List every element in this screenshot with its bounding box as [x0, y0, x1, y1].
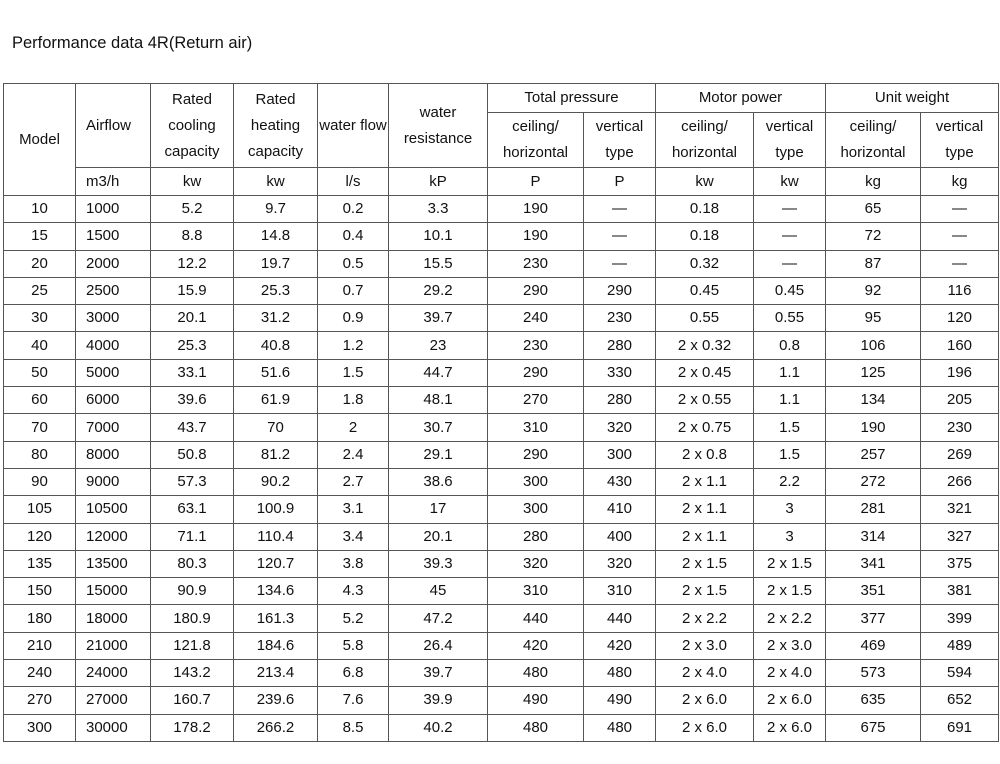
table-cell: 3	[754, 496, 826, 523]
table-cell: 0.55	[656, 305, 754, 332]
table-cell: 290	[584, 277, 656, 304]
table-row	[4, 714, 999, 741]
table-cell: —	[584, 250, 656, 277]
table-cell: 6000	[76, 387, 151, 414]
header-row-1	[4, 84, 999, 113]
table-cell: 180.9	[151, 605, 234, 632]
table-row	[4, 468, 999, 495]
table-cell: 14.8	[234, 223, 318, 250]
table-cell: 0.9	[318, 305, 389, 332]
table-cell: 440	[584, 605, 656, 632]
header-pressure-ceiling: ceiling/ horizontal	[488, 113, 584, 168]
table-cell: 290	[488, 359, 584, 386]
model-cell: 10	[4, 196, 76, 223]
table-cell: 469	[826, 632, 921, 659]
model-cell: 70	[4, 414, 76, 441]
table-cell: 57.3	[151, 468, 234, 495]
table-row	[4, 196, 999, 223]
table-cell: 1.1	[754, 359, 826, 386]
table-cell: 40.8	[234, 332, 318, 359]
table-cell: 51.6	[234, 359, 318, 386]
table-cell: 2000	[76, 250, 151, 277]
table-cell: 0.18	[656, 196, 754, 223]
unit-cell: P	[584, 168, 656, 196]
table-cell: —	[921, 196, 999, 223]
table-cell: 1.5	[318, 359, 389, 386]
table-cell: 420	[488, 632, 584, 659]
table-cell: 44.7	[389, 359, 488, 386]
table-cell: 120	[921, 305, 999, 332]
table-cell: 63.1	[151, 496, 234, 523]
table-cell: 15.5	[389, 250, 488, 277]
table-row	[4, 550, 999, 577]
table-cell: 92	[826, 277, 921, 304]
table-cell: 8.5	[318, 714, 389, 741]
model-cell: 40	[4, 332, 76, 359]
table-cell: 0.7	[318, 277, 389, 304]
table-cell: 430	[584, 468, 656, 495]
table-cell: 2 x 4.0	[754, 660, 826, 687]
unit-cell: kw	[234, 168, 318, 196]
table-cell: 399	[921, 605, 999, 632]
table-row	[4, 578, 999, 605]
table-cell: 0.45	[754, 277, 826, 304]
table-cell: 65	[826, 196, 921, 223]
table-cell: 160	[921, 332, 999, 359]
table-row	[4, 223, 999, 250]
table-cell: 25.3	[151, 332, 234, 359]
table-cell: 196	[921, 359, 999, 386]
table-cell: 2 x 0.55	[656, 387, 754, 414]
table-cell: 2 x 1.5	[656, 550, 754, 577]
table-cell: 327	[921, 523, 999, 550]
table-cell: —	[754, 196, 826, 223]
table-cell: 9000	[76, 468, 151, 495]
table-cell: 320	[584, 550, 656, 577]
table-cell: 2 x 6.0	[656, 714, 754, 741]
model-cell: 25	[4, 277, 76, 304]
header-water-flow: water flow	[318, 84, 389, 168]
table-cell: 341	[826, 550, 921, 577]
table-row	[4, 523, 999, 550]
table-cell: 320	[584, 414, 656, 441]
header-pressure-vertical: vertical type	[584, 113, 656, 168]
table-cell: 205	[921, 387, 999, 414]
unit-cell: m3/h	[76, 168, 151, 196]
table-cell: 300	[584, 441, 656, 468]
table-cell: 178.2	[151, 714, 234, 741]
table-cell: 8000	[76, 441, 151, 468]
table-cell: 2 x 1.1	[656, 496, 754, 523]
table-cell: —	[921, 250, 999, 277]
table-cell: 230	[488, 250, 584, 277]
table-cell: 24000	[76, 660, 151, 687]
table-cell: 410	[584, 496, 656, 523]
table-cell: 3.8	[318, 550, 389, 577]
table-row	[4, 332, 999, 359]
table-cell: 15.9	[151, 277, 234, 304]
table-cell: 321	[921, 496, 999, 523]
table-cell: 310	[488, 414, 584, 441]
table-cell: 30000	[76, 714, 151, 741]
units-row	[4, 168, 999, 196]
table-cell: 280	[488, 523, 584, 550]
unit-cell: l/s	[318, 168, 389, 196]
table-cell: 290	[488, 441, 584, 468]
table-cell: —	[584, 196, 656, 223]
table-cell: 2.4	[318, 441, 389, 468]
unit-cell: kg	[921, 168, 999, 196]
table-cell: —	[921, 223, 999, 250]
table-cell: 2.2	[754, 468, 826, 495]
table-cell: 12000	[76, 523, 151, 550]
table-cell: 2500	[76, 277, 151, 304]
table-cell: 270	[488, 387, 584, 414]
table-cell: 2 x 6.0	[656, 687, 754, 714]
table-cell: 480	[488, 714, 584, 741]
table-row	[4, 250, 999, 277]
model-cell: 105	[4, 496, 76, 523]
table-cell: 420	[584, 632, 656, 659]
table-cell: 300	[488, 496, 584, 523]
table-cell: 490	[584, 687, 656, 714]
table-cell: 80.3	[151, 550, 234, 577]
table-cell: 125	[826, 359, 921, 386]
table-cell: 39.6	[151, 387, 234, 414]
table-cell: 5.2	[151, 196, 234, 223]
table-cell: 33.1	[151, 359, 234, 386]
table-cell: 2 x 3.0	[754, 632, 826, 659]
table-cell: 7000	[76, 414, 151, 441]
header-heating: Rated heating capacity	[234, 84, 318, 168]
table-row	[4, 359, 999, 386]
table-cell: 160.7	[151, 687, 234, 714]
table-row	[4, 277, 999, 304]
table-cell: 1500	[76, 223, 151, 250]
model-cell: 20	[4, 250, 76, 277]
table-cell: 2.7	[318, 468, 389, 495]
model-cell: 30	[4, 305, 76, 332]
table-cell: 2 x 1.5	[754, 550, 826, 577]
table-cell: 4.3	[318, 578, 389, 605]
table-cell: 2	[318, 414, 389, 441]
table-cell: 230	[488, 332, 584, 359]
table-cell: 17	[389, 496, 488, 523]
table-cell: 29.2	[389, 277, 488, 304]
table-cell: 230	[921, 414, 999, 441]
table-cell: 300	[488, 468, 584, 495]
table-cell: 5.2	[318, 605, 389, 632]
table-cell: 2 x 2.2	[754, 605, 826, 632]
table-cell: 351	[826, 578, 921, 605]
table-cell: 190	[826, 414, 921, 441]
table-cell: 25.3	[234, 277, 318, 304]
table-cell: 239.6	[234, 687, 318, 714]
table-cell: 29.1	[389, 441, 488, 468]
table-cell: 90.9	[151, 578, 234, 605]
model-cell: 135	[4, 550, 76, 577]
table-cell: 2 x 2.2	[656, 605, 754, 632]
table-cell: 480	[584, 660, 656, 687]
table-cell: 594	[921, 660, 999, 687]
table-cell: 3.3	[389, 196, 488, 223]
table-cell: 5.8	[318, 632, 389, 659]
table-cell: 61.9	[234, 387, 318, 414]
table-cell: 691	[921, 714, 999, 741]
table-cell: 30.7	[389, 414, 488, 441]
table-cell: 2 x 4.0	[656, 660, 754, 687]
table-cell: 280	[584, 387, 656, 414]
table-cell: 2 x 1.5	[754, 578, 826, 605]
model-cell: 150	[4, 578, 76, 605]
table-cell: 4000	[76, 332, 151, 359]
table-cell: 95	[826, 305, 921, 332]
table-cell: 21000	[76, 632, 151, 659]
unit-cell: kw	[754, 168, 826, 196]
table-cell: —	[584, 223, 656, 250]
table-cell: 330	[584, 359, 656, 386]
table-cell: 38.6	[389, 468, 488, 495]
table-cell: 100.9	[234, 496, 318, 523]
header-unit-weight: Unit weight	[826, 84, 999, 113]
table-cell: 121.8	[151, 632, 234, 659]
table-cell: 10.1	[389, 223, 488, 250]
table-cell: 110.4	[234, 523, 318, 550]
table-cell: 19.7	[234, 250, 318, 277]
model-cell: 50	[4, 359, 76, 386]
table-row	[4, 414, 999, 441]
table-cell: 70	[234, 414, 318, 441]
table-cell: 490	[488, 687, 584, 714]
table-cell: 9.7	[234, 196, 318, 223]
table-cell: 0.55	[754, 305, 826, 332]
model-cell: 60	[4, 387, 76, 414]
model-cell: 210	[4, 632, 76, 659]
table-row	[4, 660, 999, 687]
table-cell: 1.1	[754, 387, 826, 414]
table-cell: 266.2	[234, 714, 318, 741]
table-cell: 480	[488, 660, 584, 687]
table-cell: 400	[584, 523, 656, 550]
performance-table	[3, 83, 999, 742]
header-motor-power: Motor power	[656, 84, 826, 113]
table-cell: 72	[826, 223, 921, 250]
model-cell: 180	[4, 605, 76, 632]
header-model: Model	[4, 84, 76, 196]
model-cell: 15	[4, 223, 76, 250]
table-cell: 50.8	[151, 441, 234, 468]
model-cell: 300	[4, 714, 76, 741]
table-cell: 106	[826, 332, 921, 359]
unit-cell: kg	[826, 168, 921, 196]
table-cell: 10500	[76, 496, 151, 523]
table-cell: 8.8	[151, 223, 234, 250]
table-cell: 0.5	[318, 250, 389, 277]
table-cell: 0.45	[656, 277, 754, 304]
table-cell: 12.2	[151, 250, 234, 277]
page-title: Performance data 4R(Return air)	[12, 34, 253, 52]
table-cell: 2 x 6.0	[754, 714, 826, 741]
table-cell: 0.8	[754, 332, 826, 359]
table-cell: 3.1	[318, 496, 389, 523]
table-cell: 2 x 0.75	[656, 414, 754, 441]
table-cell: 652	[921, 687, 999, 714]
table-cell: 375	[921, 550, 999, 577]
table-cell: 635	[826, 687, 921, 714]
unit-cell: kP	[389, 168, 488, 196]
model-cell: 120	[4, 523, 76, 550]
table-cell: 7.6	[318, 687, 389, 714]
table-cell: 573	[826, 660, 921, 687]
model-cell: 90	[4, 468, 76, 495]
table-cell: 280	[584, 332, 656, 359]
table-cell: 20.1	[151, 305, 234, 332]
table-cell: 90.2	[234, 468, 318, 495]
table-cell: 381	[921, 578, 999, 605]
table-row	[4, 387, 999, 414]
table-cell: 377	[826, 605, 921, 632]
model-cell: 240	[4, 660, 76, 687]
table-row	[4, 496, 999, 523]
table-cell: 26.4	[389, 632, 488, 659]
table-cell: 15000	[76, 578, 151, 605]
table-cell: 1.8	[318, 387, 389, 414]
model-cell: 270	[4, 687, 76, 714]
table-cell: 2 x 0.32	[656, 332, 754, 359]
table-cell: 39.7	[389, 305, 488, 332]
table-cell: 43.7	[151, 414, 234, 441]
table-cell: 20.1	[389, 523, 488, 550]
table-cell: 281	[826, 496, 921, 523]
model-cell: 80	[4, 441, 76, 468]
table-cell: 184.6	[234, 632, 318, 659]
table-cell: 3000	[76, 305, 151, 332]
header-weight-ceiling: ceiling/ horizontal	[826, 113, 921, 168]
header-motor-ceiling: ceiling/ horizontal	[656, 113, 754, 168]
table-cell: 257	[826, 441, 921, 468]
header-cooling: Rated cooling capacity	[151, 84, 234, 168]
table-cell: 310	[488, 578, 584, 605]
header-airflow: Airflow	[76, 84, 151, 168]
table-cell: 0.32	[656, 250, 754, 277]
header-water-resistance: water resistance	[389, 84, 488, 168]
table-cell: 45	[389, 578, 488, 605]
table-cell: 2 x 3.0	[656, 632, 754, 659]
table-cell: 40.2	[389, 714, 488, 741]
table-cell: 240	[488, 305, 584, 332]
table-cell: 290	[488, 277, 584, 304]
table-cell: 143.2	[151, 660, 234, 687]
table-cell: 2 x 0.45	[656, 359, 754, 386]
table-cell: —	[754, 250, 826, 277]
table-cell: 310	[584, 578, 656, 605]
table-cell: 3.4	[318, 523, 389, 550]
unit-cell: kw	[656, 168, 754, 196]
table-cell: 266	[921, 468, 999, 495]
table-row	[4, 605, 999, 632]
table-row	[4, 632, 999, 659]
header-motor-vertical: vertical type	[754, 113, 826, 168]
table-cell: 39.7	[389, 660, 488, 687]
table-row	[4, 441, 999, 468]
table-cell: 213.4	[234, 660, 318, 687]
header-weight-vertical: vertical type	[921, 113, 999, 168]
table-cell: 0.4	[318, 223, 389, 250]
table-cell: 161.3	[234, 605, 318, 632]
table-cell: 0.2	[318, 196, 389, 223]
header-total-pressure: Total pressure	[488, 84, 656, 113]
table-cell: 269	[921, 441, 999, 468]
table-cell: 27000	[76, 687, 151, 714]
table-cell: 675	[826, 714, 921, 741]
table-cell: 1.5	[754, 414, 826, 441]
table-cell: 134.6	[234, 578, 318, 605]
table-cell: 440	[488, 605, 584, 632]
table-cell: 31.2	[234, 305, 318, 332]
table-cell: 190	[488, 223, 584, 250]
table-cell: 190	[488, 196, 584, 223]
table-cell: 120.7	[234, 550, 318, 577]
table-cell: 2 x 1.5	[656, 578, 754, 605]
table-cell: 6.8	[318, 660, 389, 687]
unit-cell: P	[488, 168, 584, 196]
table-cell: 1.2	[318, 332, 389, 359]
table-cell: 5000	[76, 359, 151, 386]
table-cell: 272	[826, 468, 921, 495]
table-row	[4, 305, 999, 332]
table-cell: 1.5	[754, 441, 826, 468]
table-cell: 87	[826, 250, 921, 277]
table-cell: 13500	[76, 550, 151, 577]
table-cell: 489	[921, 632, 999, 659]
table-cell: 480	[584, 714, 656, 741]
table-cell: 2 x 0.8	[656, 441, 754, 468]
table-cell: 81.2	[234, 441, 318, 468]
table-cell: 18000	[76, 605, 151, 632]
table-cell: 39.9	[389, 687, 488, 714]
table-row	[4, 687, 999, 714]
table-cell: 48.1	[389, 387, 488, 414]
table-cell: 0.18	[656, 223, 754, 250]
table-cell: 230	[584, 305, 656, 332]
table-cell: 134	[826, 387, 921, 414]
table-cell: 47.2	[389, 605, 488, 632]
table-cell: 39.3	[389, 550, 488, 577]
table-cell: 2 x 6.0	[754, 687, 826, 714]
table-cell: 3	[754, 523, 826, 550]
table-cell: 2 x 1.1	[656, 468, 754, 495]
table-cell: 116	[921, 277, 999, 304]
table-cell: 1000	[76, 196, 151, 223]
unit-cell: kw	[151, 168, 234, 196]
table-cell: 71.1	[151, 523, 234, 550]
table-cell: 320	[488, 550, 584, 577]
table-cell: 314	[826, 523, 921, 550]
table-cell: —	[754, 223, 826, 250]
table-cell: 2 x 1.1	[656, 523, 754, 550]
table-cell: 23	[389, 332, 488, 359]
